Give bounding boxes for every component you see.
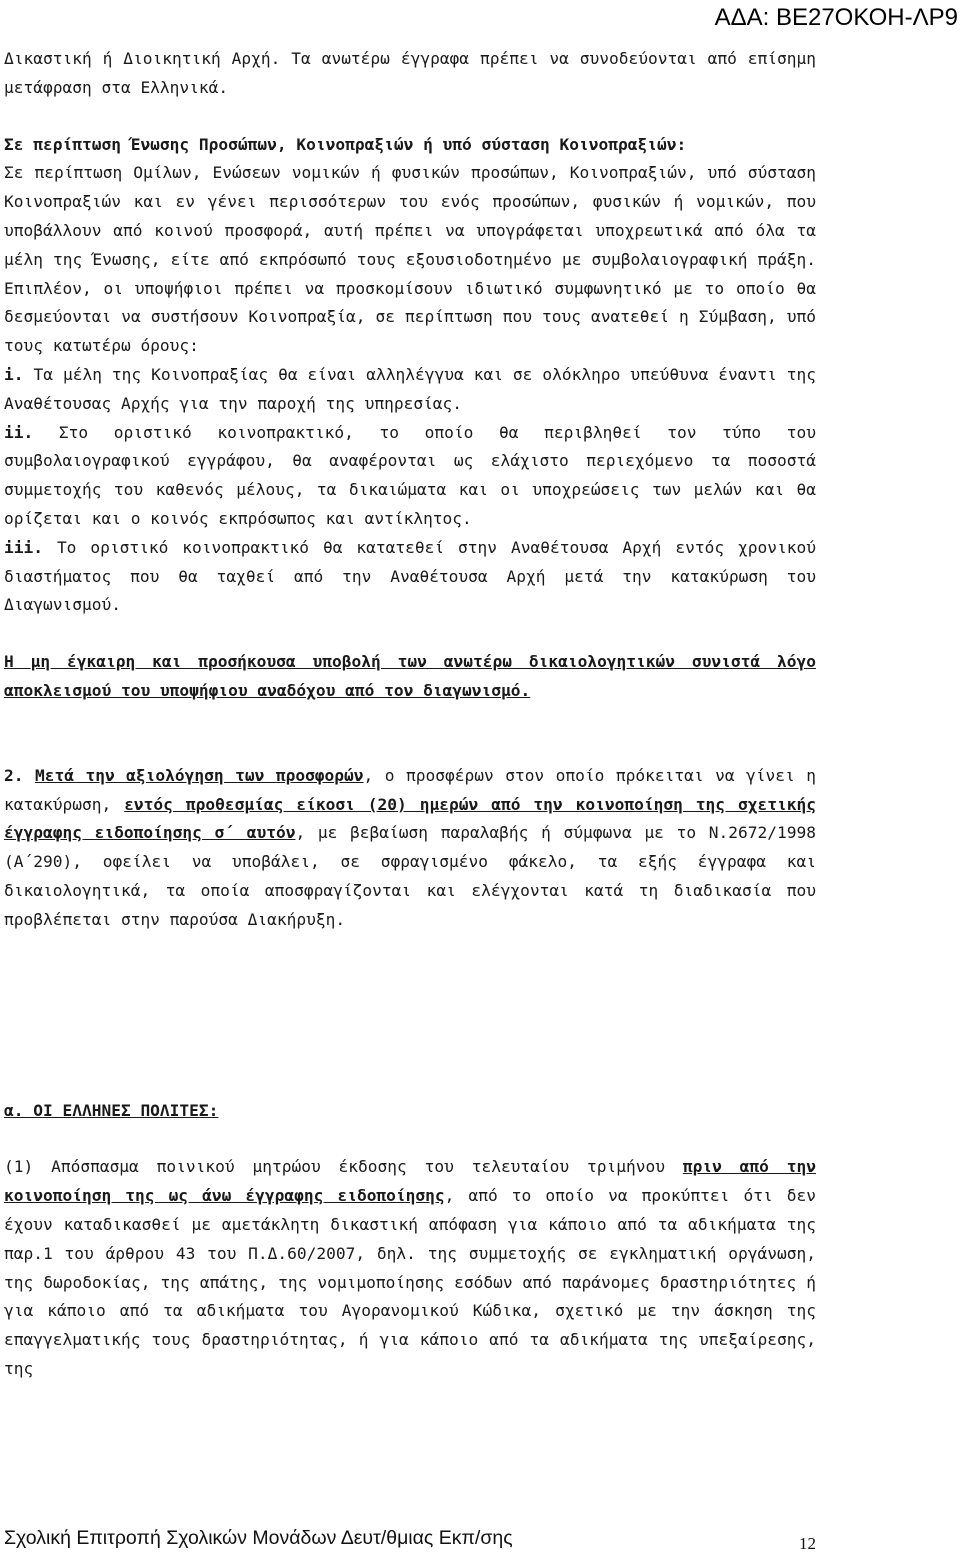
item-text: Τα μέλη της Κοινοπραξίας θα είναι αλληλέγγυα και σε ολόκληρο υπεύθυνα έναντι της Αναθέτουσας Αρχής για την παροχή της υπηρεσίας. [4,364,816,413]
section-heading-greek-citizens: α. ΟΙ ΕΛΛΗΝΕΣ ΠΟΛΙΤΕΣ: [4,1100,219,1120]
emphasis: Μετά την αξιολόγηση των προσφορών [34,765,364,785]
section-heading-consortium: Σε περίπτωση Ένωσης Προσώπων, Κοινοπραξιών ή υπό σύσταση Κοινοπραξιών: [4,134,687,154]
exclusion-warning: Η μη έγκαιρη και προσήκουσα υποβολή των ανωτέρω δικαιολογητικών συνιστά λόγο αποκλεισμού του υποψήφιου αναδόχου από τον διαγωνισμό. [4,652,816,700]
item-label: iii. [4,537,43,557]
page-number: 12 [799,1534,816,1553]
paragraph-criminal-record [4,1153,816,1383]
document-body [4,45,816,1384]
item-text: Στο οριστικό κοινοπρακτικό, το οποίο θα περιβληθεί τον τύπο του συμβολαιογραφικού εγγράφου, θα αναφέρονται ως ελάχιστο περιεχόμενο τα ποσοστά συμμετοχής του καθενός μέλους, τα δικαιώματα και οι υποχρεώσεις των μελών και θα ορίζεται και ο κοινός εκπρόσωπος και αντίκλητος. [4,422,816,528]
paragraph-2 [4,762,816,935]
paragraph-intro: Δικαστική ή Διοικητική Αρχή. Τα ανωτέρω έγγραφα πρέπει να συνοδεύονται από επίσημη μετάφραση στα Ελληνικά. [4,49,816,97]
emphasis-deadline: εντός προθεσμίας είκοσι (20) ημερών από την κοινοποίηση της σχετικής έγγραφης ειδοποίησης σ΄ αυτόν [4,794,816,843]
list-item-i [4,361,816,419]
text-run: , με βεβαίωση παραλαβής ή σύμφωνα με το Ν.2672/1998 (Α΄290), οφείλει να υποβάλει, σε σφραγισμένο φάκελο, τα εξής έγγραφα και δικαιολογητικά, τα οποία αποσφραγίζονται και ελέγχονται κατά τη διαδικασία που προβλέπεται στην παρούσα Διακήρυξη. [4,823,816,929]
list-item-iii [4,534,816,620]
paragraph-consortium: Σε περίπτωση Ομίλων, Ενώσεων νομικών ή φυσικών προσώπων, Κοινοπραξιών, υπό σύσταση Κοινοπραξιών και εν γένει περισσότερων του ενός προσώπων, φυσικών ή νομικών, που υποβάλλουν από κοινού προσφορά, αυτή πρέπει να υπογράφεται υποχρεωτικά από όλα τα μέλη της Ένωσης, είτε από εκπρόσωπό τους εξουσιοδοτημένο με συμβολαιογραφική πράξη. Επιπλέον, οι υποψήφιοι πρέπει να προσκομίσουν ιδιωτικό συμφωνητικό με το οποίο θα δεσμεύονται να συστήσουν Κοινοπραξία, σε περίπτωση που τους ανατεθεί η Σύμβαση, υπό τους κατωτέρω όρους: [4,163,816,356]
list-item-ii [4,419,816,534]
footer-text: Σχολική Επιτροπή Σχολικών Μονάδων Δευτ/θμιας Εκπ/σης [4,1527,513,1549]
ada-code: ΑΔΑ: ΒΕ27ΟΚΟΗ-ΛΡ9 [714,4,958,31]
emphasis: πριν από την κοινοποίηση της ως άνω έγγραφης ειδοποίησης [4,1157,817,1206]
item-text: Το οριστικό κοινοπρακτικό θα κατατεθεί στην Αναθέτουσα Αρχή εντός χρονικού διαστήματος που θα ταχθεί από την Αναθέτουσα Αρχή μετά την κατακύρωση του Διαγωνισμού. [4,537,816,615]
text-run: , από το οποίο να προκύπτει ότι δεν έχουν καταδικασθεί με αμετάκλητη δικαστική απόφαση για κάποιο από τα αδικήματα της παρ.1 του άρθρου 43 του Π.Δ.60/2007, δηλ. της συμμετοχής σε εγκληματική οργάνωση, της δωροδοκίας, της απάτης, της νομιμοποίησης εσόδων από παράνομες δραστηριότητες ή για κάποιο από τα αδικήματα του Αγορανομικού Κώδικα, σχετικό με την άσκηση της επαγγελματικής τους δραστηριότητας, ή για κάποιο από τα αδικήματα της υπεξαίρεσης, της [4,1186,816,1378]
item-label: ii. [4,422,34,442]
text-run: , ο προσφέρων στον οποίο πρόκειται να γίνει η κατακύρωση, [4,765,816,814]
text-run: (1) Απόσπασμα ποινικού μητρώου έκδοσης του τελευταίου τριμήνου [4,1157,683,1177]
paragraph-number: 2. [4,765,24,785]
item-label: i. [4,364,24,384]
page-footer [4,1526,816,1553]
